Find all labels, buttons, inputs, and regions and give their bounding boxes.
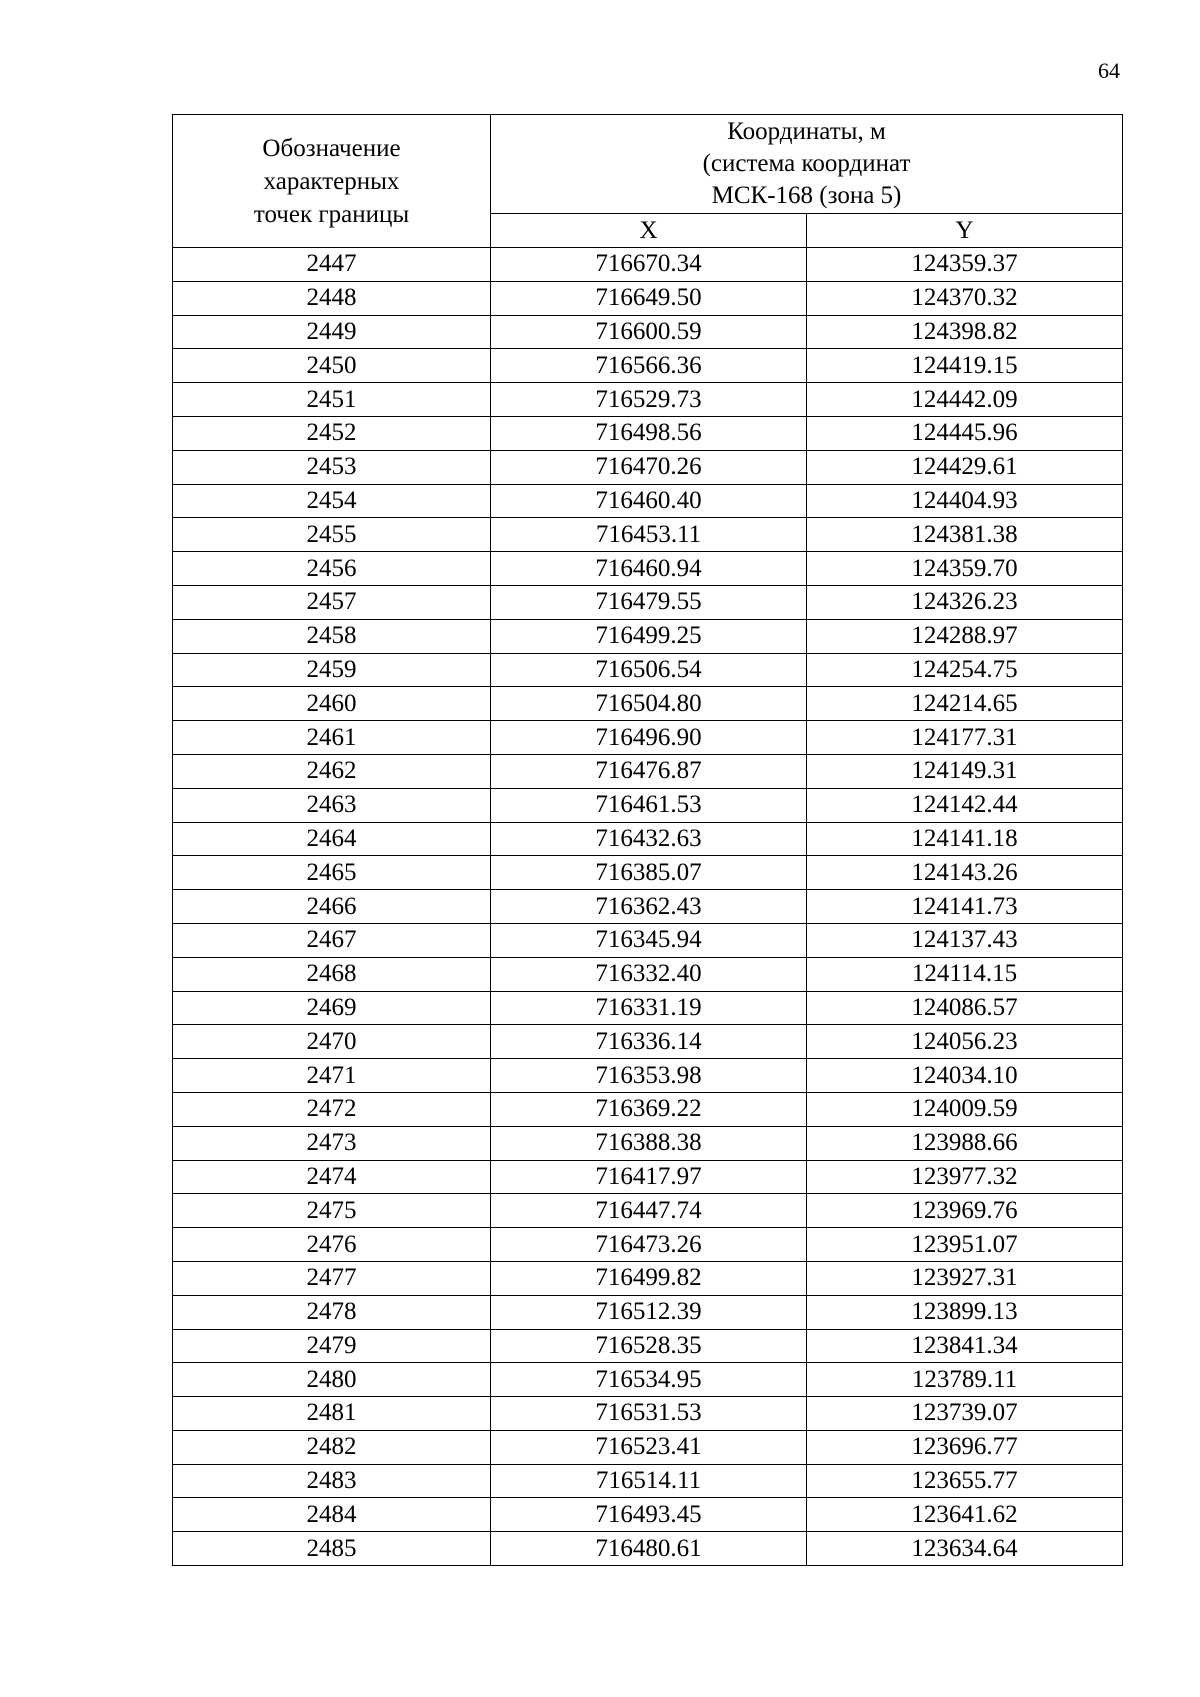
cell-x: 716447.74 (491, 1194, 807, 1228)
cell-y: 124141.18 (807, 822, 1123, 856)
cell-x: 716369.22 (491, 1092, 807, 1126)
cell-y: 123634.64 (807, 1532, 1123, 1566)
table-row (173, 619, 1123, 653)
cell-point: 2462 (173, 754, 491, 788)
cell-x: 716499.25 (491, 619, 807, 653)
cell-x: 716649.50 (491, 281, 807, 315)
table-row (173, 957, 1123, 991)
table-header (173, 115, 1123, 248)
cell-point: 2481 (173, 1397, 491, 1431)
cell-y: 123641.62 (807, 1498, 1123, 1532)
table-row (173, 1363, 1123, 1397)
cell-y: 124429.61 (807, 450, 1123, 484)
cell-y: 124143.26 (807, 856, 1123, 890)
cell-point: 2454 (173, 484, 491, 518)
coordinates-table (172, 114, 1123, 1566)
cell-point: 2485 (173, 1532, 491, 1566)
cell-x: 716670.34 (491, 248, 807, 282)
cell-y: 124141.73 (807, 890, 1123, 924)
cell-x: 716566.36 (491, 349, 807, 383)
cell-x: 716417.97 (491, 1160, 807, 1194)
cell-y: 124034.10 (807, 1059, 1123, 1093)
cell-x: 716476.87 (491, 754, 807, 788)
cell-point: 2465 (173, 856, 491, 890)
table-row (173, 1025, 1123, 1059)
cell-y: 124214.65 (807, 687, 1123, 721)
cell-x: 716473.26 (491, 1228, 807, 1262)
cell-y: 123927.31 (807, 1261, 1123, 1295)
cell-point: 2460 (173, 687, 491, 721)
cell-y: 123739.07 (807, 1397, 1123, 1431)
cell-y: 124288.97 (807, 619, 1123, 653)
cell-point: 2479 (173, 1329, 491, 1363)
cell-x: 716461.53 (491, 788, 807, 822)
cell-point: 2483 (173, 1464, 491, 1498)
cell-x: 716480.61 (491, 1532, 807, 1566)
table-row (173, 1464, 1123, 1498)
table-row (173, 450, 1123, 484)
table-row (173, 1397, 1123, 1431)
header-coordinates-line: Координаты, м (727, 118, 886, 145)
table-row (173, 653, 1123, 687)
cell-y: 124142.44 (807, 788, 1123, 822)
cell-y: 124137.43 (807, 923, 1123, 957)
table-row (173, 281, 1123, 315)
cell-y: 123951.07 (807, 1228, 1123, 1262)
cell-point: 2484 (173, 1498, 491, 1532)
cell-y: 124254.75 (807, 653, 1123, 687)
cell-point: 2464 (173, 822, 491, 856)
table-row (173, 1126, 1123, 1160)
cell-y: 124381.38 (807, 518, 1123, 552)
table-row (173, 1329, 1123, 1363)
cell-y: 124086.57 (807, 991, 1123, 1025)
table-row (173, 1430, 1123, 1464)
cell-point: 2463 (173, 788, 491, 822)
cell-point: 2452 (173, 416, 491, 450)
table-row (173, 248, 1123, 282)
header-designation-line: характерных (263, 167, 400, 195)
cell-x: 716493.45 (491, 1498, 807, 1532)
cell-x: 716385.07 (491, 856, 807, 890)
cell-point: 2469 (173, 991, 491, 1025)
cell-x: 716460.40 (491, 484, 807, 518)
header-designation-line: точек границы (253, 200, 410, 228)
cell-point: 2478 (173, 1295, 491, 1329)
table-row (173, 416, 1123, 450)
cell-point: 2448 (173, 281, 491, 315)
cell-x: 716362.43 (491, 890, 807, 924)
cell-point: 2475 (173, 1194, 491, 1228)
cell-y: 124326.23 (807, 585, 1123, 619)
cell-y: 123899.13 (807, 1295, 1123, 1329)
table-row (173, 383, 1123, 417)
cell-point: 2468 (173, 957, 491, 991)
cell-x: 716504.80 (491, 687, 807, 721)
cell-x: 716531.53 (491, 1397, 807, 1431)
cell-x: 716529.73 (491, 383, 807, 417)
table-row (173, 1261, 1123, 1295)
cell-x: 716388.38 (491, 1126, 807, 1160)
header-coordinates (491, 115, 1123, 214)
cell-point: 2451 (173, 383, 491, 417)
cell-y: 124445.96 (807, 416, 1123, 450)
cell-y: 124114.15 (807, 957, 1123, 991)
table-row (173, 1092, 1123, 1126)
table-row (173, 1194, 1123, 1228)
table-row (173, 991, 1123, 1025)
table-row (173, 1532, 1123, 1566)
table-row (173, 923, 1123, 957)
cell-point: 2467 (173, 923, 491, 957)
cell-x: 716498.56 (491, 416, 807, 450)
cell-point: 2449 (173, 315, 491, 349)
table-row (173, 518, 1123, 552)
cell-x: 716512.39 (491, 1295, 807, 1329)
cell-x: 716534.95 (491, 1363, 807, 1397)
table-row (173, 687, 1123, 721)
table-row (173, 1059, 1123, 1093)
table-row (173, 552, 1123, 586)
cell-y: 124359.70 (807, 552, 1123, 586)
cell-x: 716453.11 (491, 518, 807, 552)
header-coordinates-line: МСК-168 (зона 5) (711, 182, 902, 209)
cell-point: 2459 (173, 653, 491, 687)
cell-x: 716353.98 (491, 1059, 807, 1093)
table-row (173, 721, 1123, 755)
cell-point: 2453 (173, 450, 491, 484)
table-row (173, 1295, 1123, 1329)
cell-y: 123696.77 (807, 1430, 1123, 1464)
cell-y: 124009.59 (807, 1092, 1123, 1126)
cell-point: 2456 (173, 552, 491, 586)
cell-point: 2472 (173, 1092, 491, 1126)
cell-x: 716470.26 (491, 450, 807, 484)
table-row (173, 1498, 1123, 1532)
table-row (173, 349, 1123, 383)
table-row (173, 1228, 1123, 1262)
cell-point: 2455 (173, 518, 491, 552)
table-row (173, 585, 1123, 619)
cell-point: 2480 (173, 1363, 491, 1397)
cell-y: 124419.15 (807, 349, 1123, 383)
cell-y: 123841.34 (807, 1329, 1123, 1363)
cell-point: 2466 (173, 890, 491, 924)
cell-point: 2447 (173, 248, 491, 282)
cell-point: 2477 (173, 1261, 491, 1295)
table-row (173, 484, 1123, 518)
cell-point: 2482 (173, 1430, 491, 1464)
cell-x: 716460.94 (491, 552, 807, 586)
table-row (173, 856, 1123, 890)
page-number: 64 (1098, 58, 1120, 83)
cell-point: 2473 (173, 1126, 491, 1160)
cell-x: 716499.82 (491, 1261, 807, 1295)
cell-y: 124056.23 (807, 1025, 1123, 1059)
header-point-designation (173, 115, 491, 248)
cell-x: 716345.94 (491, 923, 807, 957)
cell-y: 124359.37 (807, 248, 1123, 282)
cell-y: 123655.77 (807, 1464, 1123, 1498)
cell-point: 2474 (173, 1160, 491, 1194)
cell-y: 124177.31 (807, 721, 1123, 755)
cell-point: 2461 (173, 721, 491, 755)
cell-x: 716331.19 (491, 991, 807, 1025)
table-row (173, 890, 1123, 924)
cell-x: 716514.11 (491, 1464, 807, 1498)
cell-x: 716506.54 (491, 653, 807, 687)
cell-y: 124149.31 (807, 754, 1123, 788)
header-coordinates-line: (система координат (702, 150, 911, 177)
cell-y: 123789.11 (807, 1363, 1123, 1397)
cell-point: 2458 (173, 619, 491, 653)
cell-x: 716496.90 (491, 721, 807, 755)
table-row (173, 822, 1123, 856)
table-row (173, 1160, 1123, 1194)
cell-x: 716528.35 (491, 1329, 807, 1363)
table-row (173, 315, 1123, 349)
cell-x: 716432.63 (491, 822, 807, 856)
cell-x: 716336.14 (491, 1025, 807, 1059)
cell-y: 124398.82 (807, 315, 1123, 349)
table-row (173, 754, 1123, 788)
cell-point: 2471 (173, 1059, 491, 1093)
cell-y: 124442.09 (807, 383, 1123, 417)
header-y: Y (807, 214, 1123, 248)
cell-point: 2476 (173, 1228, 491, 1262)
cell-x: 716600.59 (491, 315, 807, 349)
cell-y: 123977.32 (807, 1160, 1123, 1194)
cell-y: 124404.93 (807, 484, 1123, 518)
cell-y: 123988.66 (807, 1126, 1123, 1160)
header-designation-line: Обозначение (262, 134, 401, 162)
cell-point: 2450 (173, 349, 491, 383)
header-x: X (491, 214, 807, 248)
table-row (173, 788, 1123, 822)
table-body (173, 248, 1123, 1566)
cell-x: 716479.55 (491, 585, 807, 619)
cell-point: 2470 (173, 1025, 491, 1059)
cell-y: 124370.32 (807, 281, 1123, 315)
cell-x: 716523.41 (491, 1430, 807, 1464)
cell-y: 123969.76 (807, 1194, 1123, 1228)
cell-x: 716332.40 (491, 957, 807, 991)
cell-point: 2457 (173, 585, 491, 619)
